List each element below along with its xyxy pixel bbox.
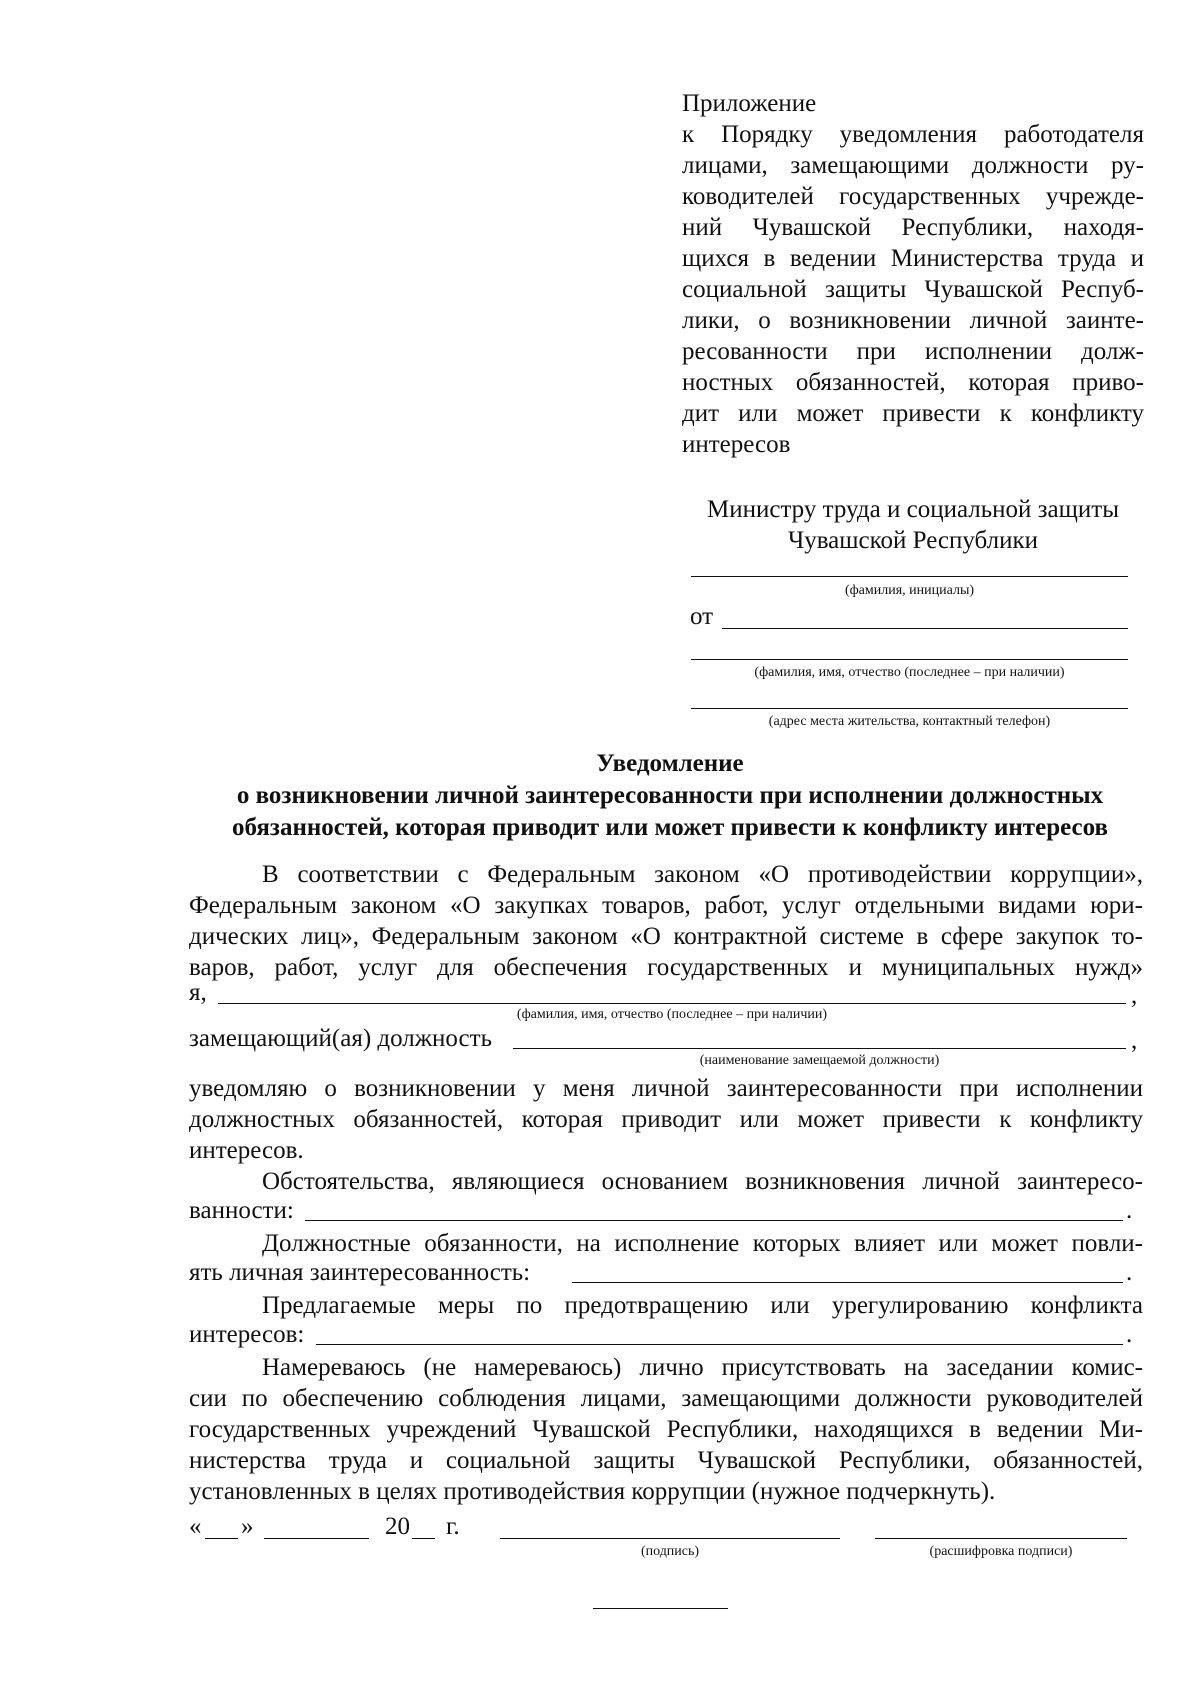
circumstances-field[interactable] — [305, 1220, 1123, 1221]
year-prefix: 20 — [385, 1513, 410, 1540]
comma: , — [1131, 982, 1138, 1009]
year-suffix: г. — [446, 1513, 460, 1540]
duties-field[interactable] — [572, 1282, 1123, 1283]
appendix-line: лики, о возникновении личной заинте- — [682, 307, 1144, 334]
appendix-title: Приложение — [682, 90, 817, 117]
caption-address: (адрес места жительства, контактный телефон) — [768, 714, 1051, 729]
from-label: от — [690, 603, 714, 630]
intent-paragraph — [189, 1352, 1143, 1507]
appendix-line: дит или может привести к конфликту — [682, 400, 1144, 427]
body-line: нистерства труда и социальной защиты Чувашской Республики, обязанностей, — [189, 1447, 1143, 1474]
body-line: уведомляю о возникновении у меня личной заинтересованности при исполнении — [189, 1075, 1143, 1102]
appendix-line: социальной защиты Чувашской Респуб- — [682, 276, 1144, 303]
signature-field[interactable] — [500, 1538, 840, 1539]
circumstances-paragraph — [189, 1166, 1143, 1197]
notice-subtitle: обязанностей, которая приводит или может привести к конфликту интересов — [232, 814, 1108, 841]
body-line: сии по обеспечению соблюдения лицами, замещающими должности руководителей — [189, 1385, 1143, 1412]
end-divider — [593, 1608, 728, 1609]
from-field[interactable] — [722, 628, 1128, 629]
body-line: В соответствии с Федеральным законом «О противодействии коррупции», — [262, 861, 1143, 888]
appendix-line: ресованности при исполнении долж- — [682, 338, 1144, 365]
day-field[interactable] — [205, 1538, 238, 1539]
appendix-line: ностных обязанностей, которая приво- — [682, 369, 1144, 396]
body-line: Предлагаемые меры по предотвращению или урегулированию конфликта — [262, 1292, 1143, 1319]
body-line: должностных обязанностей, которая приводит или может привести к конфликту — [189, 1106, 1143, 1133]
period: . — [1126, 1197, 1133, 1224]
duties-label: ять личная заинтересованность: — [189, 1259, 531, 1286]
caption-initials: (фамилия, инициалы) — [844, 583, 975, 598]
quote-close: » — [241, 1513, 254, 1540]
notice-title: Уведомление — [596, 750, 744, 777]
position-label: замещающий(ая) должность — [189, 1025, 492, 1052]
addressee-line: Чувашской Республики — [787, 527, 1039, 554]
caption-position: (наименование замещаемой должности) — [699, 1053, 940, 1068]
appendix-block — [682, 88, 1144, 460]
notify-paragraph — [189, 1073, 1143, 1166]
duties-paragraph — [189, 1228, 1143, 1259]
year-field[interactable] — [412, 1538, 435, 1539]
circumstances-label: ванности: — [189, 1197, 294, 1224]
body-line: Должностные обязанности, на исполнение которых влияет или может повли- — [262, 1230, 1143, 1257]
appendix-line: интересов — [682, 431, 791, 458]
applicant-fio-field[interactable] — [691, 659, 1128, 660]
caption-applicant-fio: (фамилия, имя, отчество (последнее – при наличии) — [754, 665, 1065, 680]
caption-fio: (фамилия, имя, отчество (последнее – при наличии) — [516, 1007, 828, 1022]
body-line: интересов. — [189, 1137, 304, 1164]
body-line: дических лиц», Федеральным законом «О контрактной системе в сфере закупок то- — [189, 923, 1143, 950]
body-line: Намереваюсь (не намереваюсь) лично присутствовать на заседании комис- — [262, 1354, 1143, 1381]
measures-field[interactable] — [316, 1344, 1123, 1345]
body-line: государственных учреждений Чувашской Республики, находящихся в ведении Ми- — [189, 1416, 1143, 1443]
signature-decoding-field[interactable] — [875, 1538, 1127, 1539]
notice-title-block — [185, 748, 1155, 844]
appendix-line: лицами, замещающими должности ру- — [682, 152, 1144, 179]
measures-label: интересов: — [189, 1321, 305, 1348]
intro-paragraph — [189, 859, 1143, 983]
comma: , — [1131, 1027, 1138, 1054]
notice-subtitle: о возникновении личной заинтересованности при исполнении должностных — [236, 782, 1104, 809]
addressee-name-field[interactable] — [691, 576, 1128, 577]
month-field[interactable] — [264, 1538, 369, 1539]
addressee-line: Министру труда и социальной защиты — [706, 496, 1119, 523]
period: . — [1126, 1321, 1133, 1348]
body-line: Федеральным законом «О закупках товаров, работ, услуг отдельными видами юри- — [189, 892, 1143, 919]
quote-open: « — [189, 1513, 202, 1540]
measures-paragraph — [189, 1290, 1143, 1321]
period: . — [1126, 1259, 1133, 1286]
appendix-line: к Порядку уведомления работодателя — [682, 121, 1144, 148]
body-line: Обстоятельства, являющиеся основанием возникновения личной заинтересо- — [262, 1168, 1143, 1195]
caption-signature: (подпись) — [640, 1544, 700, 1559]
appendix-line: ний Чувашской Республики, находя- — [682, 214, 1144, 241]
caption-decoding: (расшифровка подписи) — [929, 1544, 1073, 1559]
position-field[interactable] — [513, 1048, 1126, 1049]
body-line: установленных в целях противодействия коррупции (нужное подчеркнуть). — [189, 1478, 996, 1505]
appendix-line: щихся в ведении Министерства труда и — [682, 245, 1144, 272]
fio-field[interactable] — [218, 1003, 1126, 1004]
applicant-address-field[interactable] — [691, 708, 1128, 709]
i-label: я, — [189, 979, 207, 1006]
addressee-block — [682, 494, 1144, 556]
appendix-line: ководителей государственных учрежде- — [682, 183, 1144, 210]
body-line: варов, работ, услуг для обеспечения государственных и муниципальных нужд» — [189, 954, 1143, 981]
